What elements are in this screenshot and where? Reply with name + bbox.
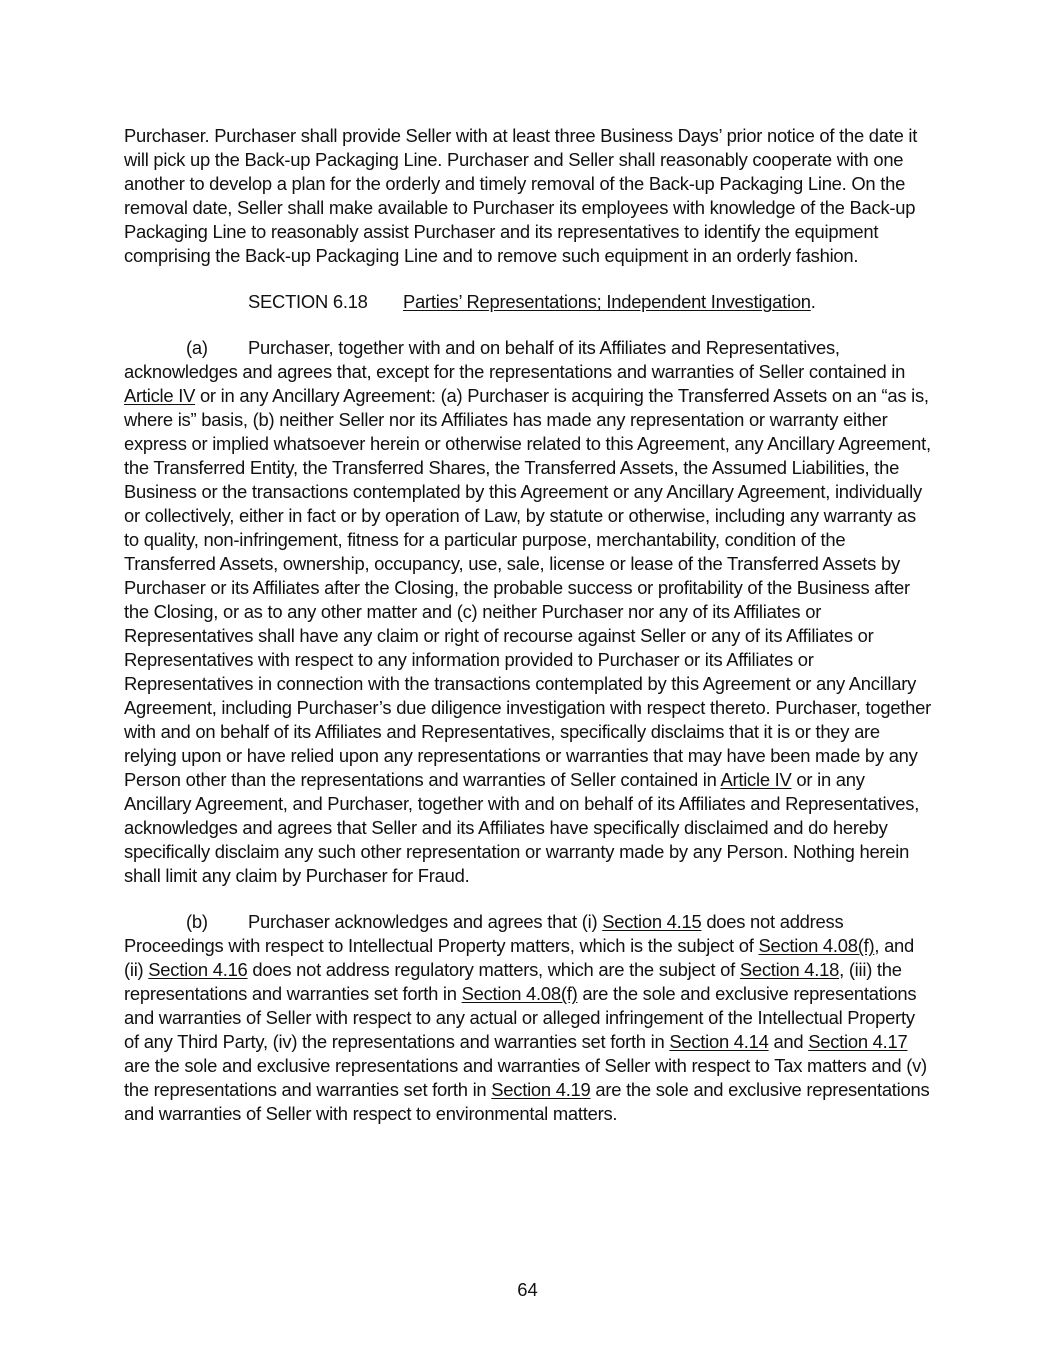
section-4-14-reference: Section 4.14 xyxy=(669,1031,769,1052)
subsection-a-text-2: or in any Ancillary Agreement: (a) Purchaser is acquiring the Transferred Assets on an “as is, where is” basis, (b) neither Seller nor its Affiliates has made any representation or warranty either express or implied whatsoever herein or otherwise related to this Agreement, any Ancillary Agreement, the Transferred Entity, the Transferred Shares, the Transferred Assets, the Assumed Liabilities, the Business or the transactions contemplated by this Agreement or any Ancillary Agreement, individually or collectively, either in fact or by operation of Law, by statute or otherwise, including any warranty as to quality, non-infringement, fitness for a particular purpose, merchantability, condition of the Transferred Assets, ownership, occupancy, use, sale, license or lease of the Transferred Assets by Purchaser or its Affiliates after the Closing, the probable success or profitability of the Business after the Closing, or as to any other matter and (c) neither Purchaser nor any of its Affiliates or Representatives shall have any claim or right of recourse against Seller or any of its Affiliates or Representatives with respect to any information provided to Purchaser or its Affiliates or Representatives in connection with the transactions contemplated by this Agreement or any Ancillary Agreement, including Purchaser’s due diligence investigation with respect thereto. Purchaser, together with and on behalf of its Affiliates and Representatives, specifically disclaims that it is or they are relying upon or have relied upon any representations or warranties that may have been made by any Person other than the representations and warranties of Seller contained in xyxy=(124,385,931,790)
article-iv-reference-2: Article IV xyxy=(720,769,792,790)
subsection-b-label: (b) xyxy=(186,911,208,932)
section-4-08f-reference-2: Section 4.08(f) xyxy=(461,983,578,1004)
section-heading xyxy=(124,290,934,314)
subsection-b-text-2: does not address Proceedings with respect to Intellectual Property matters, which is the subject of xyxy=(124,911,844,956)
subsection-b-text-8: are the sole and exclusive representations and warranties of Seller with respect to Tax matters and (v) the representations and warranties set forth in xyxy=(124,1055,927,1100)
section-4-19-reference: Section 4.19 xyxy=(491,1079,591,1100)
subsection-b-text-1: Purchaser acknowledges and agrees that (i) xyxy=(248,911,603,932)
subsection-b-text-4: does not address regulatory matters, which are the subject of xyxy=(247,959,740,980)
section-4-08f-reference-1: Section 4.08(f) xyxy=(758,935,875,956)
subsection-b-text-9: are the sole and exclusive representations and warranties of Seller with respect to environmental matters. xyxy=(124,1079,930,1124)
subsection-b-text-6: are the sole and exclusive representations and warranties of Seller with respect to any actual or alleged infringement of the Intellectual Property of any Third Party, (iv) the representations and warranties set forth in xyxy=(124,983,917,1052)
section-4-17-reference: Section 4.17 xyxy=(808,1031,908,1052)
subsection-b-text-3: , and (ii) xyxy=(124,935,914,980)
section-4-16-reference: Section 4.16 xyxy=(148,959,248,980)
section-4-18-reference: Section 4.18 xyxy=(739,959,840,980)
document-page xyxy=(124,124,934,1126)
section-number: SECTION 6.18 xyxy=(248,291,368,312)
section-title-period: . xyxy=(810,291,816,312)
subsection-b-text-7: and xyxy=(768,1031,809,1052)
subsection-a-text-3: or in any Ancillary Agreement, and Purchaser, together with and on behalf of its Affiliates and Representatives, acknowledges and agrees that Seller and its Affiliates have specifically disclaimed and do hereby specifically disclaim any such other representation or warranty made by any Person. Nothing herein shall limit any claim by Purchaser for Fraud. xyxy=(124,769,920,886)
subsection-a-label: (a) xyxy=(186,337,208,358)
subsection-b-text-5: , (iii) the representations and warranties set forth in xyxy=(124,959,902,1004)
intro-paragraph: Purchaser. Purchaser shall provide Seller with at least three Business Days’ prior notice of the date it will pick up the Back-up Packaging Line. Purchaser and Seller shall reasonably cooperate with one another to develop a plan for the orderly and timely removal of the Back-up Packaging Line. On the removal date, Seller shall make available to Purchaser its employees with knowledge of the Back-up Packaging Line to reasonably assist Purchaser and its representatives to identify the equipment comprising the Back-up Packaging Line and to remove such equipment in an orderly fashion. xyxy=(124,125,918,266)
article-iv-reference-1: Article IV xyxy=(124,385,196,406)
subsection-b xyxy=(124,910,934,1126)
section-title: Parties’ Representations; Independent Investigation xyxy=(403,291,811,312)
subsection-a xyxy=(124,336,934,888)
page-number: 64 xyxy=(517,1279,538,1300)
section-4-15-reference: Section 4.15 xyxy=(602,911,702,932)
subsection-a-text-1: Purchaser, together with and on behalf of its Affiliates and Representatives, acknowledges and agrees that, except for the representations and warranties of Seller contained in xyxy=(124,337,906,382)
